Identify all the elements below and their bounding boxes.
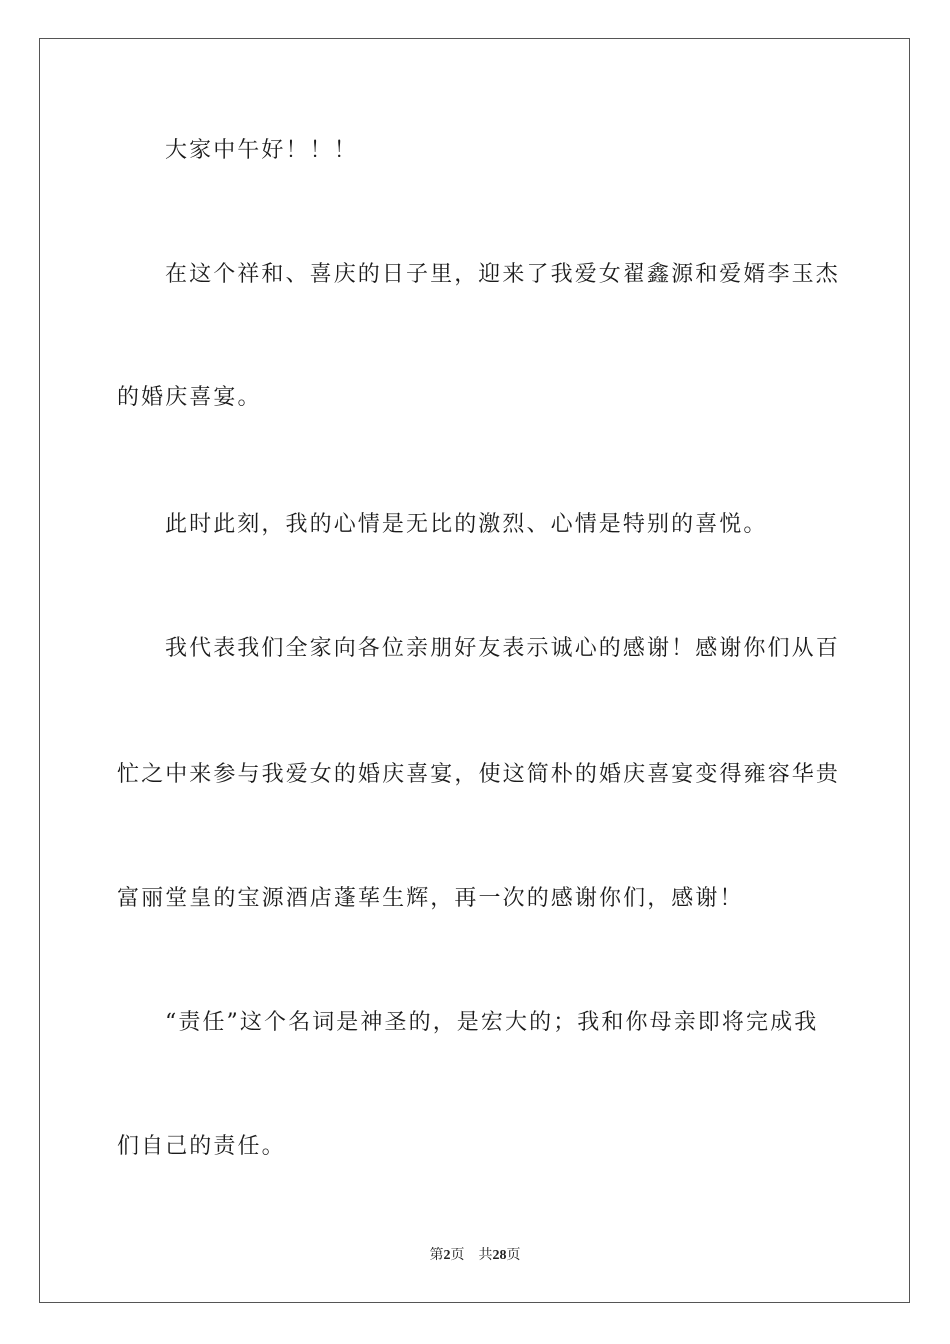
page-footer — [0, 1246, 950, 1266]
paragraph-line: 忙之中来参与我爱女的婚庆喜宴，使这简朴的婚庆喜宴变得雍容华贵 — [117, 762, 841, 787]
total-pages-label: 共28页 — [478, 1248, 521, 1263]
page-border — [39, 38, 910, 1303]
paragraph-line: 们自己的责任。 — [117, 1134, 286, 1159]
paragraph-line: 在这个祥和、喜庆的日子里，迎来了我爱女翟鑫源和爱婿李玉杰 — [165, 262, 840, 287]
paragraph-line: 此时此刻，我的心情是无比的激烈、心情是特别的喜悦。 — [165, 512, 768, 537]
paragraph-line: 富丽堂皇的宝源酒店蓬荜生辉，再一次的感谢你们，感谢！ — [117, 886, 744, 911]
paragraph-line: 我代表我们全家向各位亲朋好友表示诚心的感谢！感谢你们从百 — [165, 636, 840, 661]
page-number-label: 第2页 — [429, 1248, 465, 1263]
paragraph-line: 的婚庆喜宴。 — [117, 385, 262, 410]
paragraph-greeting: 大家中午好！！！ — [165, 138, 358, 163]
paragraph-line: “责任”这个名词是神圣的，是宏大的；我和你母亲即将完成我 — [165, 1010, 819, 1035]
